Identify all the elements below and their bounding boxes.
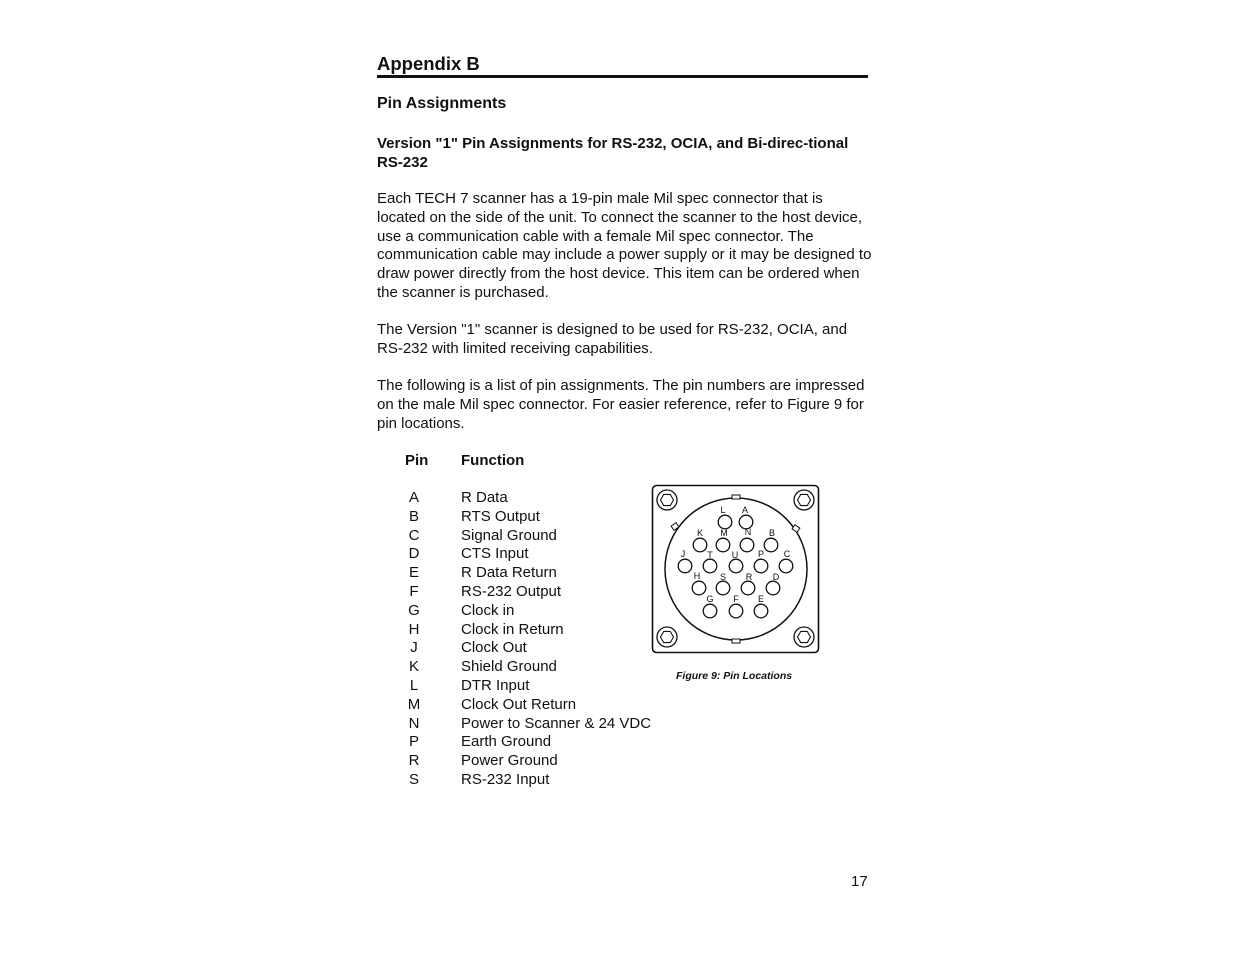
pin-label-k: K xyxy=(696,528,704,538)
pin-c xyxy=(779,559,793,573)
connector-diagram xyxy=(651,484,821,654)
section-title: Pin Assignments xyxy=(377,95,507,112)
connector-figure xyxy=(651,484,821,654)
pin-k xyxy=(693,538,707,552)
pin-function: RS-232 Input xyxy=(461,770,550,788)
mounting-screw-bottom-right xyxy=(794,627,814,647)
pin-label-s: S xyxy=(719,572,727,582)
pin-letter: B xyxy=(408,507,419,525)
pin-label-g: G xyxy=(706,594,714,604)
paragraph-version: The Version "1" scanner is designed to be used for RS-232, OCIA, and RS-232 with limited receiving capabilities. xyxy=(377,321,848,357)
pin-label-d: D xyxy=(772,572,780,582)
pin-r xyxy=(741,581,755,595)
pin-u xyxy=(729,559,743,573)
pin-function: Clock in Return xyxy=(461,620,564,638)
pin-d xyxy=(766,581,780,595)
pin-letter: K xyxy=(408,658,419,676)
mounting-screw-top-left xyxy=(657,490,677,510)
pin-label-f: F xyxy=(733,594,739,604)
connector-flange xyxy=(653,486,819,653)
appendix-title: Appendix B xyxy=(377,53,480,74)
table-header-function: Function xyxy=(461,452,525,469)
pin-function: Signal Ground xyxy=(461,526,557,544)
pin-j xyxy=(678,559,692,573)
table-header-pin: Pin xyxy=(405,452,429,469)
pin-letter: H xyxy=(408,620,420,638)
pin-letter: N xyxy=(408,714,420,732)
pin-function: DTR Input xyxy=(461,676,530,694)
pin-function: Power Ground xyxy=(461,752,558,770)
pin-m xyxy=(716,538,730,552)
pin-label-e: E xyxy=(757,594,765,604)
paragraph-connector: Each TECH 7 scanner has a 19-pin male Mil spec connector that is located on the side of the unit. To connect the scanner to the host device, use a communication cable with a female Mil spec connector. The communication cable may include a power supply or it may be designed to draw power directly from the host device. This item can be ordered when the scanner is purchased. xyxy=(377,190,872,301)
paragraph-pin-list: The following is a list of pin assignments. The pin numbers are impressed on the male Mil spec connector. For easier reference, refer to Figure 9 for pin locations. xyxy=(377,377,865,432)
pin-label-c: C xyxy=(783,549,791,559)
heading-rule xyxy=(377,75,868,78)
pin-label-h: H xyxy=(693,571,701,581)
pin-letter: A xyxy=(408,489,419,506)
connector-shell xyxy=(665,498,807,640)
pin-l xyxy=(718,515,732,529)
mounting-screw-bottom-left xyxy=(657,627,677,647)
pin-label-l: L xyxy=(720,505,726,515)
pin-s xyxy=(716,581,730,595)
pin-letter: R xyxy=(408,752,420,770)
pin-letter: E xyxy=(408,564,419,582)
version-heading: Version "1" Pin Assignments for RS-232, OCIA, and Bi-direc-tional RS-232 xyxy=(377,135,849,171)
pin-label-j: J xyxy=(680,549,686,559)
pin-label-u: U xyxy=(731,550,739,560)
pin-letter: J xyxy=(410,639,418,657)
mounting-screw-top-right xyxy=(794,490,814,510)
pin-function: Earth Ground xyxy=(461,733,552,751)
pin-letter: F xyxy=(409,582,419,600)
pin-function: R Data Return xyxy=(461,564,557,582)
pin-function: R Data xyxy=(461,489,508,506)
pin-label-n: N xyxy=(744,527,752,537)
pin-t xyxy=(703,559,717,573)
pin-label-b: B xyxy=(768,528,776,538)
pin-g xyxy=(703,604,717,618)
pin-label-t: T xyxy=(707,550,713,560)
pin-function: Power to Scanner & 24 VDC xyxy=(461,714,652,732)
pin-label-a: A xyxy=(741,505,749,515)
pin-letter: G xyxy=(408,601,420,619)
pin-function: Clock Out Return xyxy=(461,695,577,713)
pin-function: RS-232 Output xyxy=(461,582,562,600)
pin-n xyxy=(740,538,754,552)
pin-letter: S xyxy=(408,770,419,788)
pin-function: Clock Out xyxy=(461,639,527,657)
pin-function: Clock in xyxy=(461,601,515,619)
pin-letter: M xyxy=(407,695,421,713)
pin-label-m: M xyxy=(720,528,728,538)
pin-letter: P xyxy=(408,733,419,751)
pin-function: RTS Output xyxy=(461,507,540,525)
key-top xyxy=(732,495,740,499)
pin-h xyxy=(692,581,706,595)
pin-letter: L xyxy=(409,676,419,694)
pin-label-p: P xyxy=(757,549,765,559)
pin-function: Shield Ground xyxy=(461,658,557,676)
pin-function: CTS Input xyxy=(461,545,529,563)
pin-letter: D xyxy=(408,545,420,563)
pin-p xyxy=(754,559,768,573)
figure-caption: Figure 9: Pin Locations xyxy=(676,670,793,682)
pin-letter: C xyxy=(408,526,420,544)
pin-label-r: R xyxy=(745,572,753,582)
page-number: 17 xyxy=(851,873,868,890)
pin-b xyxy=(764,538,778,552)
pin-f xyxy=(729,604,743,618)
pin-e xyxy=(754,604,768,618)
pins-layer xyxy=(678,505,793,618)
key-bottom xyxy=(732,639,740,643)
